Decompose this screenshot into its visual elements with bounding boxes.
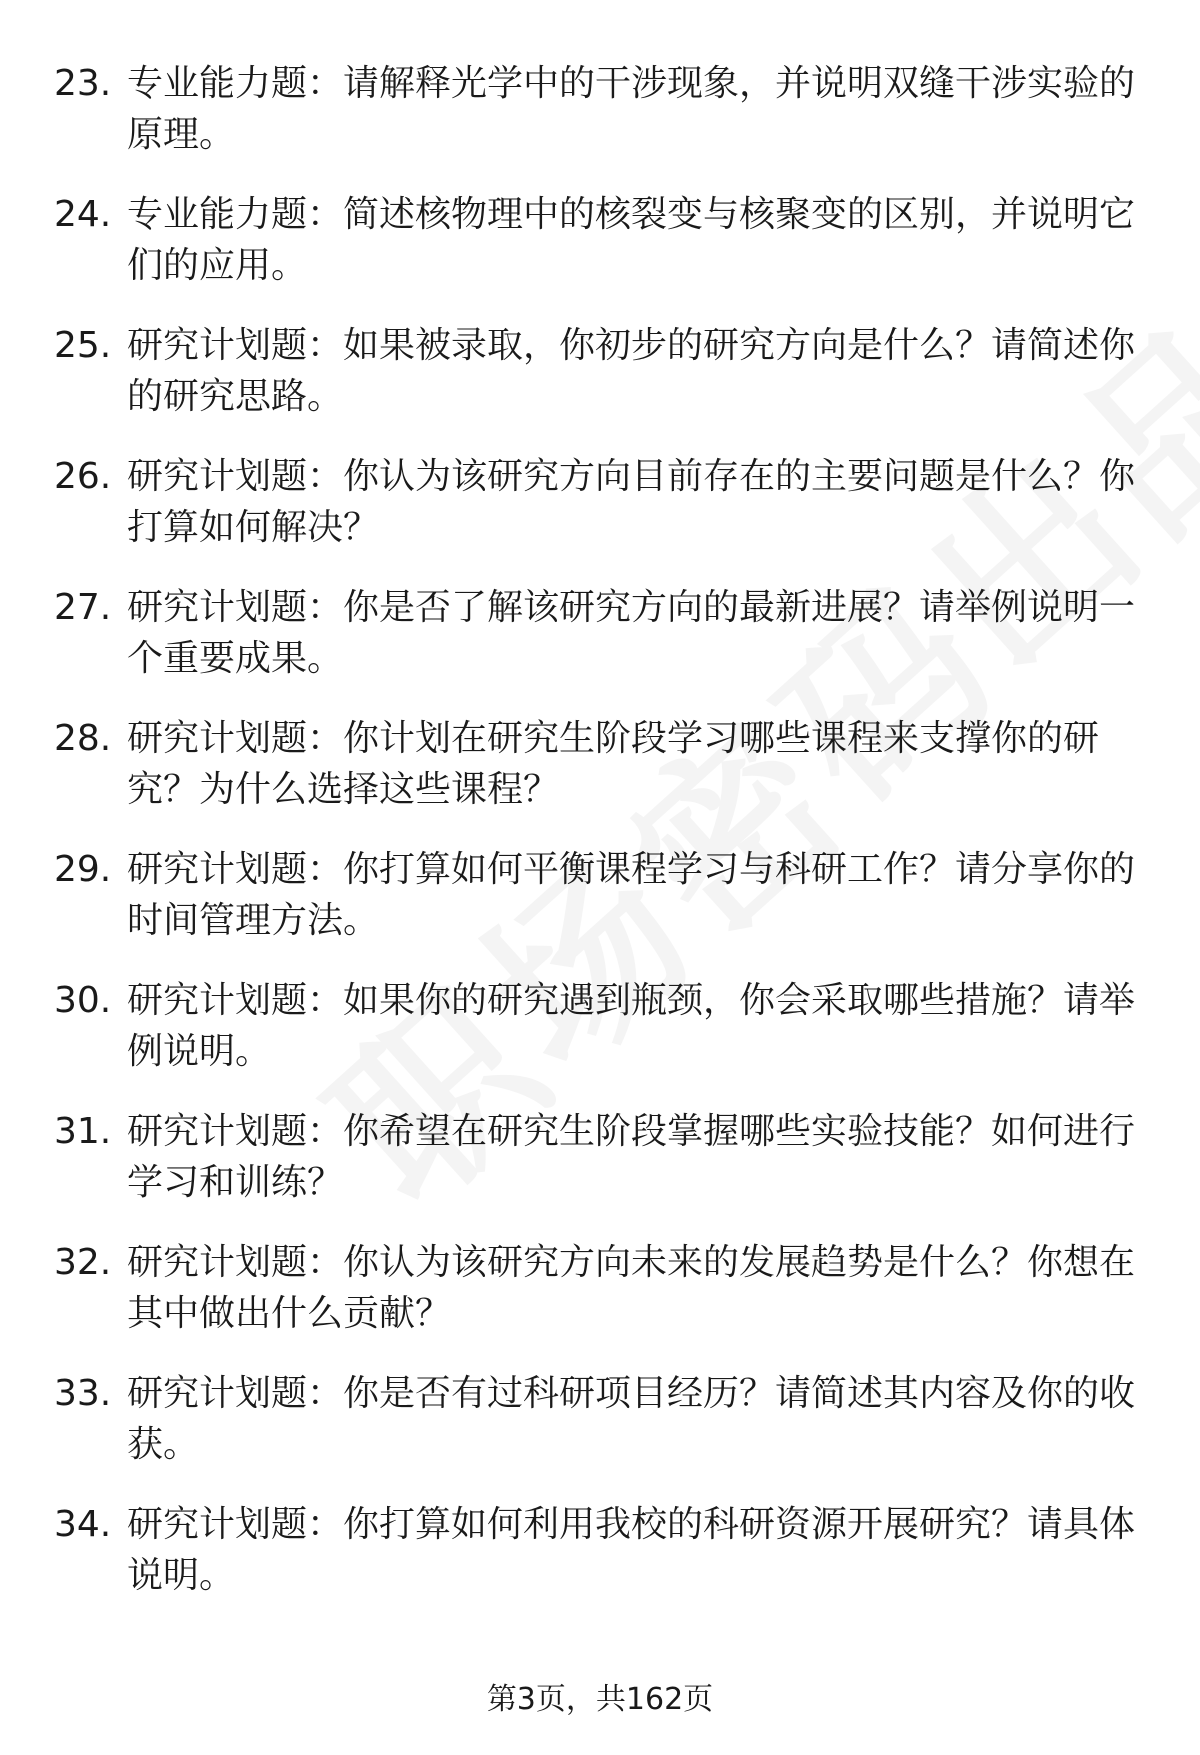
page-footer: 第3页，共162页 xyxy=(486,1682,714,1717)
item-text xyxy=(127,1237,1147,1339)
item-text-line: 研究计划题：你打算如何平衡课程学习与科研工作？请分享你的 xyxy=(127,849,1136,890)
item-text-line: 研究计划题：你计划在研究生阶段学习哪些课程来支撑你的研 xyxy=(127,718,1100,759)
item-text-line: 专业能力题：简述核物理中的核裂变与核聚变的区别，并说明它 xyxy=(127,194,1136,235)
item-number: 28. xyxy=(54,718,112,759)
item-number: 34. xyxy=(54,1504,112,1545)
item-number: 25. xyxy=(54,325,112,366)
list-item xyxy=(0,713,1200,844)
item-text xyxy=(127,1106,1147,1208)
item-text xyxy=(127,975,1147,1077)
list-item xyxy=(0,975,1200,1106)
item-number: 33. xyxy=(54,1373,112,1414)
list-item xyxy=(0,1237,1200,1368)
item-text-line: 时间管理方法。 xyxy=(127,900,380,941)
item-number: 23. xyxy=(54,63,112,104)
list-item xyxy=(0,1106,1200,1237)
item-text-line: 专业能力题：请解释光学中的干涉现象，并说明双缝干涉实验的 xyxy=(127,63,1136,104)
item-text-line: 获。 xyxy=(127,1424,200,1465)
item-text-line: 研究计划题：你希望在研究生阶段掌握哪些实验技能？如何进行 xyxy=(127,1111,1136,1152)
item-text xyxy=(127,713,1147,815)
list-item xyxy=(0,451,1200,582)
item-text-line: 学习和训练？ xyxy=(127,1162,344,1203)
item-text xyxy=(127,320,1147,422)
item-text-line: 研究计划题：你认为该研究方向目前存在的主要问题是什么？你 xyxy=(127,456,1136,497)
list-item xyxy=(0,582,1200,713)
list-item xyxy=(0,320,1200,451)
item-text-line: 研究计划题：你认为该研究方向未来的发展趋势是什么？你想在 xyxy=(127,1242,1136,1283)
item-text xyxy=(127,844,1147,946)
list-item xyxy=(0,1368,1200,1499)
item-text-line: 研究计划题：如果你的研究遇到瓶颈，你会采取哪些措施？请举 xyxy=(127,980,1136,1021)
item-text xyxy=(127,1368,1147,1470)
item-text-line: 究？为什么选择这些课程？ xyxy=(127,769,560,810)
item-text-line: 其中做出什么贡献？ xyxy=(127,1293,452,1334)
item-text xyxy=(127,58,1147,160)
item-text xyxy=(127,189,1147,291)
item-text-line: 说明。 xyxy=(127,1555,236,1596)
item-number: 26. xyxy=(54,456,112,497)
list-item xyxy=(0,58,1200,189)
item-number: 31. xyxy=(54,1111,112,1152)
list-item xyxy=(0,1499,1200,1630)
item-text-line: 个重要成果。 xyxy=(127,638,344,679)
list-item xyxy=(0,844,1200,975)
item-text-line: 研究计划题：你是否有过科研项目经历？请简述其内容及你的收 xyxy=(127,1373,1136,1414)
item-text xyxy=(127,1499,1147,1601)
item-text-line: 例说明。 xyxy=(127,1031,272,1072)
item-text-line: 打算如何解决？ xyxy=(127,507,380,548)
item-text-line: 研究计划题：你打算如何利用我校的科研资源开展研究？请具体 xyxy=(127,1504,1136,1545)
item-number: 32. xyxy=(54,1242,112,1283)
item-number: 30. xyxy=(54,980,112,1021)
item-number: 29. xyxy=(54,849,112,890)
item-text xyxy=(127,451,1147,553)
item-text-line: 研究计划题：你是否了解该研究方向的最新进展？请举例说明一 xyxy=(127,587,1136,628)
item-text-line: 的研究思路。 xyxy=(127,376,344,417)
list-item xyxy=(0,189,1200,320)
item-number: 27. xyxy=(54,587,112,628)
item-text-line: 研究计划题：如果被录取，你初步的研究方向是什么？请简述你 xyxy=(127,325,1136,366)
item-text-line: 们的应用。 xyxy=(127,245,308,286)
item-number: 24. xyxy=(54,194,112,235)
question-list xyxy=(0,58,1200,1630)
item-text-line: 原理。 xyxy=(127,114,236,155)
item-text xyxy=(127,582,1147,684)
